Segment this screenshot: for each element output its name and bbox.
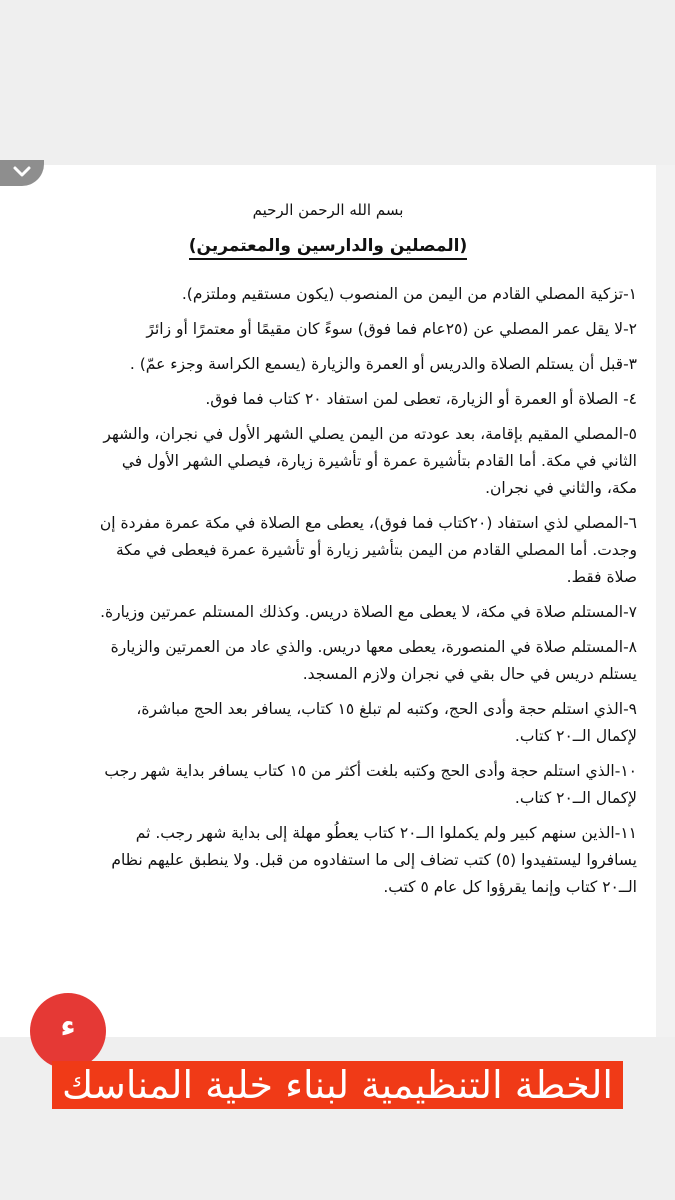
logo-glyph: ء [60, 1009, 76, 1044]
document-right-edge [656, 165, 675, 1037]
chevron-down-icon [12, 165, 32, 179]
rule-item-9: ٩-الذي استلم حجة وأدى الحج، وكتبه لم تبلغ ١٥ كتاب، يسافر بعد الحج مباشرة، لإكمال الــ٢٠ كتاب. [136, 700, 637, 745]
rule-item-3: ٣-قبل أن يستلم الصلاة والدريس أو العمرة والزيارة (يسمع الكراسة وجزء عمّ) . [129, 355, 637, 373]
rules-list [92, 281, 637, 909]
caption-overlay [0, 1058, 675, 1112]
rule-item-2: ٢-لا يقل عمر المصلي عن (٢٥عام فما فوق) سوءً كان مقيمًا أو معتمرًا أو زائرً [146, 320, 637, 338]
rule-item-11: ١١-الذين سنهم كبير ولم يكملوا الــ٢٠ كتاب يعطُو مهلة إلى بداية شهر رجب. ثم يسافروا ليستفيدوا (٥) كتب تضاف إلى ما استفادوه من قبل. ولا ينطبق عليهم نظام الــ٢٠ كتاب وإنما يقرؤوا كل عام ٥ كتب. [111, 824, 637, 896]
basmala-heading: بسم الله الرحمن الرحيم [252, 201, 404, 219]
rule-item-5: ٥-المصلي المقيم بإقامة، بعد عودته من اليمن يصلي الشهر الأول في نجران، والشهر الثاني في مكة. أما القادم بتأشيرة عمرة أو تأشيرة زيارة، فيصلي الشهر الأول في مكة، والثاني في نجران. [103, 425, 637, 497]
rule-item-10: ١٠-الذي استلم حجة وأدى الحج وكتبه بلغت أكثر من ١٥ كتاب يسافر بداية شهر رجب لإكمال الــ٢٠ كتاب. [104, 762, 637, 807]
rule-item-7: ٧-المستلم صلاة في مكة، لا يعطى مع الصلاة دريس. وكذلك المستلم عمرتين وزيارة. [100, 603, 637, 621]
document-title-text: (المصلين والدارسين والمعتمرين) [189, 236, 467, 260]
rule-item-1: ١-تزكية المصلي القادم من اليمن من المنصوب (يكون مستقيم وملتزم). [181, 285, 637, 303]
document-title [0, 236, 656, 256]
rule-item-8: ٨-المستلم صلاة في المنصورة، يعطى معها دريس. والذي عاد من العمرتين والزيارة يستلم دريس في حال بقي في نجران ولازم المسجد. [110, 638, 637, 683]
rule-item-4: ٤- الصلاة أو العمرة أو الزيارة، تعطى لمن استفاد ٢٠ كتاب فما فوق. [205, 390, 637, 408]
caption-text: الخطة التنظيمية لبناء خلية المناسك [52, 1061, 623, 1109]
document-page [0, 165, 656, 1037]
top-empty-area [0, 0, 675, 165]
rule-item-6: ٦-المصلي لذي استفاد (٢٠كتاب فما فوق)، يعطى مع الصلاة في مكة عمرة مفردة إن وجدت. أما المصلي القادم من اليمن بتأشير زيارة أو تأشيرة عمرة فيعطى في مكة صلاة فقط. [99, 514, 637, 586]
